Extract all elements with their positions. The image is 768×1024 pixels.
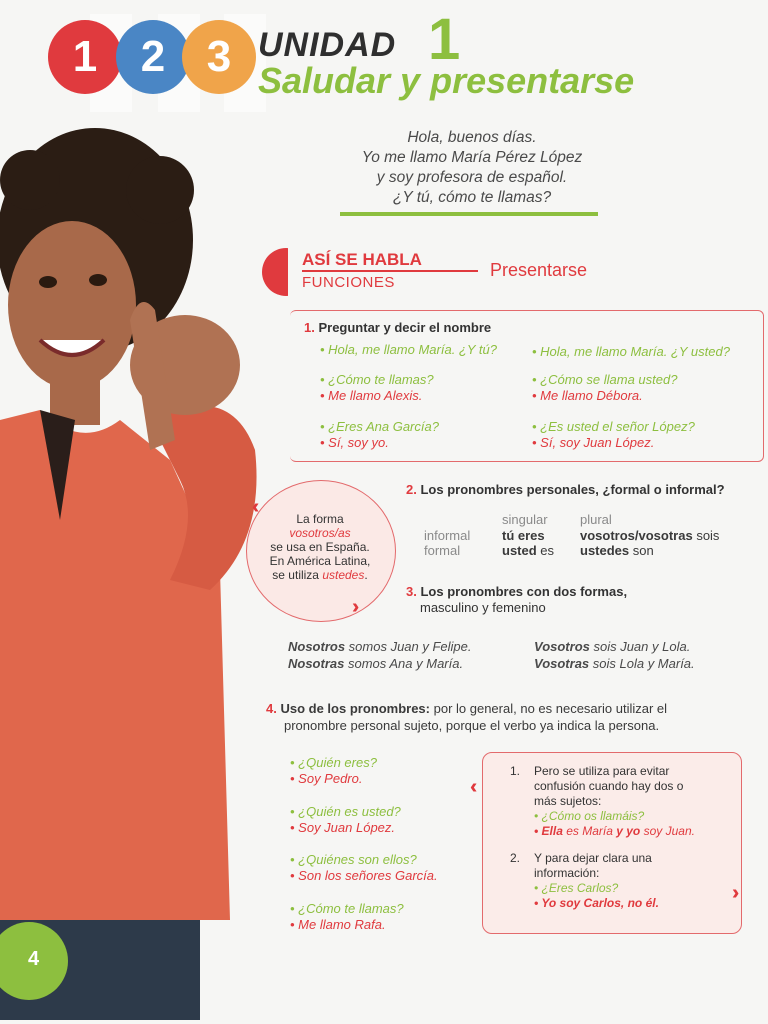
example-rest: somos Ana y María. [344,656,464,671]
example-line [288,638,472,655]
usage-note-item-2 [510,851,695,911]
unit-tab-2-label: 2 [140,32,166,81]
section-3-title [406,584,627,599]
usage-rest: soy Juan. [640,824,695,838]
example-line: • Me llamo Rafa. [290,917,386,932]
section-4-number: 4. [266,701,277,716]
section-4-title [266,700,736,734]
example-line: • Soy Juan López. [290,820,396,835]
cell-inf-sing: tú eres [502,528,545,543]
section-1-title [304,320,491,335]
usage-item-number: 1. [510,764,521,778]
usage-note-content [510,764,695,911]
unit-tab-3-label: 3 [206,32,232,81]
example-rest: sois Lola y María. [589,656,695,671]
col-singular: singular [502,512,548,527]
section-4-title-bold: Uso de los pronombres: [280,701,430,716]
chevron-right-icon: ›› [352,596,354,618]
section-4-title-line2: pronombre personal sujeto, porque el verbo ya indica la persona. [284,718,660,733]
usage-line: más sujetos: [534,794,602,808]
chevron-left-icon: ‹‹ [252,496,254,518]
example-line: • Me llamo Débora. [532,388,643,403]
example-line: • ¿Eres Ana García? [320,419,439,434]
usage-note-item-1 [510,764,695,839]
pronoun: Vosotros [534,639,590,654]
example-line: • ¿Quiénes son ellos? [290,852,417,867]
cell-pronoun: ustedes [580,543,630,558]
usage-rest: es María [562,824,617,838]
usage-item-body [534,764,695,839]
unit-title: Saludar y presentarse [258,60,635,101]
note-text [258,512,382,582]
cell-verb: es [536,543,555,558]
example-line: • Sí, soy yo. [320,435,389,450]
example-line [534,638,695,655]
usage-item-body [534,851,659,911]
s1-left-group-2 [320,372,434,404]
cell-inf-pl [580,528,719,543]
s1-left-group-1 [320,342,497,358]
section-4-title-text: por lo general, no es necesario utilizar el [430,701,668,716]
section-1-title-text: Preguntar y decir el nombre [318,320,492,335]
example-rest: sois Juan y Lola. [589,639,691,654]
s4-pair-2 [290,804,401,836]
section-1-number: 1. [304,320,315,335]
usage-line: Pero se utiliza para evitar [534,764,670,778]
note-highlight: ustedes [322,568,365,582]
example-line: • ¿Cómo te llamas? [320,372,434,387]
unit-label: UNIDAD [258,26,397,64]
example-rest: somos Juan y Felipe. [345,639,472,654]
s3-right [534,638,695,672]
section-heading-rule [302,270,478,272]
s4-pair-4 [290,901,404,933]
example-line: • ¿Cómo te llamas? [290,901,404,916]
woman-pointing-photo [0,120,270,1020]
example-line: • Soy Pedro. [290,771,363,786]
s1-right-group-3 [532,419,695,451]
intro-line: Hola, buenos días. [407,129,537,146]
s3-left [288,638,472,672]
s4-pair-3 [290,852,438,884]
col-plural: plural [580,512,612,527]
unit-tab-3[interactable] [182,20,256,94]
intro-line: ¿Y tú, cómo te llamas? [392,189,552,206]
pronoun: Vosotras [534,656,590,671]
s4-pair-1 [290,755,377,787]
example-line: • ¿Quién es usted? [290,804,401,819]
unit-tab-1[interactable] [48,20,122,94]
section-3-title-line: Los pronombres con dos formas, [420,584,628,599]
section-2-title [406,482,725,497]
page-number: 4 [28,948,40,970]
chevron-left-icon: ‹‹ [470,776,472,798]
example-line: • Son los señores García. [290,868,438,883]
usage-item-number: 2. [510,851,521,865]
note-line-highlight: vosotros/as [289,526,351,540]
section-3-number: 3. [406,584,417,599]
note-text-fragment: se utiliza [272,568,319,582]
section-topic: Presentarse [490,260,588,280]
usage-pronoun: y yo [616,824,641,838]
cell-for-sing [502,543,554,558]
chevron-right-icon: ›› [732,882,734,904]
section-2-title-text: Los pronombres personales, ¿formal o informal? [420,482,725,497]
row-formal: formal [424,543,461,558]
example-line [288,655,472,672]
usage-line: Y para dejar clara una [534,851,652,865]
cell-pronoun: vosotros/vosotras [580,528,693,543]
example-line: • Hola, me llamo María. ¿Y tú? [320,342,497,357]
usage-example [534,824,695,839]
s1-right-group-1 [532,344,730,360]
section-3-title-line2: masculino y femenino [420,600,546,615]
unit-tab-2[interactable] [116,20,190,94]
intro-speech [322,128,622,208]
intro-line: y soy profesora de español. [376,169,568,186]
example-line: • ¿Cómo se llama usted? [532,372,678,387]
usage-pronoun: • Ella [534,824,563,838]
cell-verb: sois [692,528,720,543]
usage-line: información: [534,866,600,880]
unit-number: 1 [428,7,461,72]
note-text-fragment: . [364,568,368,582]
intro-underline [340,212,598,216]
section-subheading: FUNCIONES [302,274,395,291]
section-heading: ASÍ SE HABLA [302,250,422,269]
cell-verb: son [629,543,654,558]
s1-right-group-2 [532,372,677,404]
intro-line: Yo me llamo María Pérez López [361,149,583,166]
s1-left-group-3 [320,419,439,451]
usage-example: • ¿Cómo os llamáis? [534,809,645,823]
note-line [258,568,382,582]
pronoun: Nosotros [288,639,346,654]
usage-example: • ¿Eres Carlos? [534,881,619,895]
example-line [534,655,695,672]
usage-example: • Yo soy Carlos, no él. [534,896,659,910]
usage-line: confusión cuando hay dos o [534,779,684,793]
pronoun: Nosotras [288,656,345,671]
example-line: • Me llamo Alexis. [320,388,423,403]
example-line: • Sí, soy Juan López. [532,435,655,450]
example-line: • Hola, me llamo María. ¿Y usted? [532,344,730,359]
cell-for-pl [580,543,654,558]
note-line: En América Latina, [269,554,371,568]
cell-pronoun: usted [502,543,537,558]
example-line: • ¿Quién eres? [290,755,377,770]
section-2-number: 2. [406,482,417,497]
unit-tab-1-label: 1 [72,32,98,81]
note-line: se usa en España. [270,540,370,554]
note-line: La forma [296,512,344,526]
row-informal: informal [424,528,471,543]
example-line: • ¿Es usted el señor López? [532,419,695,434]
